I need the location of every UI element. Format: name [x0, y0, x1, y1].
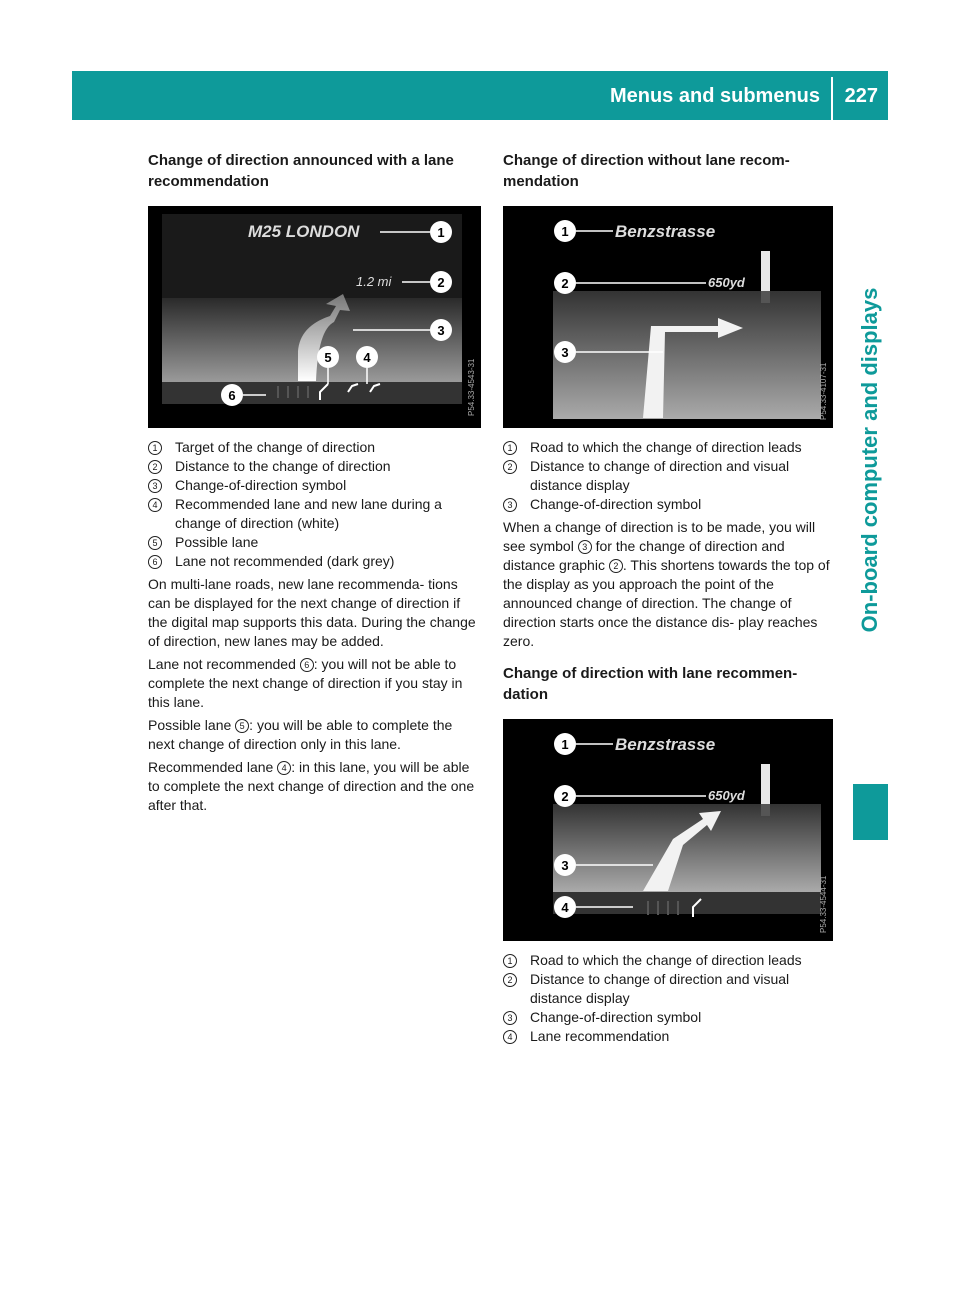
callout-1: 1: [561, 737, 569, 752]
legend-item: [503, 1008, 833, 1027]
figure-ref: P54.33-4107-31: [819, 362, 828, 420]
legend-list-1: [148, 438, 481, 571]
legend-number: 2: [503, 460, 517, 474]
legend-text: Change-of-direction symbol: [175, 477, 347, 493]
paragraph-multilane: On multi-lane roads, new lane recommenda- tions can be displayed for the next change of direction if the digital map supports this data. During the change of direction, new lanes may be added.: [148, 576, 476, 649]
legend-item: [503, 970, 833, 1008]
callout-6: 6: [228, 388, 236, 403]
target-label: M25 LONDON: [248, 222, 360, 241]
legend-list-2: [503, 438, 833, 514]
page-number: 227: [844, 85, 878, 107]
legend-text: Lane not recommended (dark grey): [175, 553, 395, 569]
road-label: Benzstrasse: [615, 222, 716, 241]
legend-number: 1: [503, 441, 517, 455]
legend-item: [503, 1027, 833, 1046]
ref-number: 4: [277, 761, 291, 775]
heading-with-lane: Change of direction with lane recommen- dation: [503, 665, 798, 703]
ref-number: 6: [300, 658, 314, 672]
callout-1: 1: [437, 225, 445, 240]
paragraph-recommended-lane: Recommended lane 4 : in this lane, you will be able to complete the next change of direction and the one after that.: [148, 759, 475, 813]
page-header: [72, 71, 888, 120]
legend-number: 1: [503, 954, 517, 968]
ref-number: 5: [235, 719, 249, 733]
legend-text: Road to which the change of direction leads: [530, 952, 802, 968]
display-graphic: [503, 719, 833, 941]
legend-text: Distance to the change of direction: [175, 458, 391, 474]
legend-number: 3: [148, 479, 162, 493]
legend-number: 2: [148, 460, 162, 474]
heading-lane-announced: Change of direction announced with a lane recommendation: [148, 152, 454, 190]
callout-2: 2: [437, 275, 445, 290]
distance-label: 650yd: [708, 275, 745, 290]
callout-2: 2: [561, 789, 569, 804]
legend-number: 6: [148, 555, 162, 569]
chapter-tab: On-board computer and displays: [857, 287, 882, 633]
callout-3: 3: [561, 345, 569, 360]
legend-item: [148, 438, 481, 457]
display-graphic: [148, 206, 481, 428]
figure-ref: P54.33-4543-31: [467, 358, 476, 416]
legend-number: 2: [503, 973, 517, 987]
legend-number: 1: [148, 441, 162, 455]
legend-item: [503, 495, 833, 514]
legend-text: Road to which the change of direction leads: [530, 439, 802, 455]
figure-with-lane: [503, 719, 833, 941]
right-column: [503, 150, 833, 1046]
display-graphic: [503, 206, 833, 428]
paragraph-possible-lane: Possible lane 5 : you will be able to complete the next change of direction only in this lane.: [148, 717, 453, 752]
legend-item: [503, 438, 833, 457]
legend-item: [148, 457, 481, 476]
figure-no-lane: [503, 206, 833, 428]
callout-4: 4: [561, 900, 569, 915]
chapter-marker: [853, 784, 888, 840]
legend-text: Distance to change of direction and visual distance display: [530, 458, 790, 493]
legend-item: [148, 552, 481, 571]
callout-3: 3: [561, 858, 569, 873]
left-column: [148, 150, 481, 815]
legend-number: 5: [148, 536, 162, 550]
legend-item: [148, 495, 481, 533]
ref-number: 2: [609, 559, 623, 573]
legend-text: Possible lane: [175, 534, 259, 550]
header-divider: [831, 77, 833, 121]
section-title: Menus and submenus: [609, 85, 820, 107]
legend-item: [148, 476, 481, 495]
legend-item: [503, 951, 833, 970]
legend-text: Change-of-direction symbol: [530, 496, 702, 512]
legend-number: 4: [148, 498, 162, 512]
road-label: Benzstrasse: [615, 735, 716, 754]
callout-1: 1: [561, 224, 569, 239]
heading-no-lane: Change of direction without lane recom- mendation: [503, 152, 790, 190]
callout-5: 5: [324, 350, 332, 365]
legend-item: [503, 457, 833, 495]
figure-lane-announced: [148, 206, 481, 428]
legend-text: Change-of-direction symbol: [530, 1009, 702, 1025]
legend-text: Target of the change of direction: [175, 439, 376, 455]
legend-number: 4: [503, 1030, 517, 1044]
figure-ref: P54.33-4544-31: [819, 875, 828, 933]
legend-list-3: [503, 951, 833, 1046]
callout-2: 2: [561, 276, 569, 291]
callout-4: 4: [363, 350, 371, 365]
legend-text: Lane recommendation: [530, 1028, 670, 1044]
legend-number: 3: [503, 1011, 517, 1025]
distance-label: 1.2 mi: [356, 274, 392, 289]
legend-text: Recommended lane and new lane during a change of direction (white): [175, 496, 442, 531]
paragraph-not-recommended: Lane not recommended 6 : you will not be able to complete the next change of direction if you stay in this lane.: [148, 656, 463, 710]
distance-label: 650yd: [708, 788, 745, 803]
legend-item: [148, 533, 481, 552]
legend-number: 3: [503, 498, 517, 512]
ref-number: 3: [578, 540, 592, 554]
paragraph-symbol: When a change of direction is to be made, you will see symbol 3 for the change of direction and distance graphic 2 . This shortens towards the top of the display as you approach the point of the announced change of direction. The change of direction starts once the distance dis- play reaches zero.: [503, 519, 830, 649]
legend-text: Distance to change of direction and visual distance display: [530, 971, 790, 1006]
callout-3: 3: [437, 323, 445, 338]
